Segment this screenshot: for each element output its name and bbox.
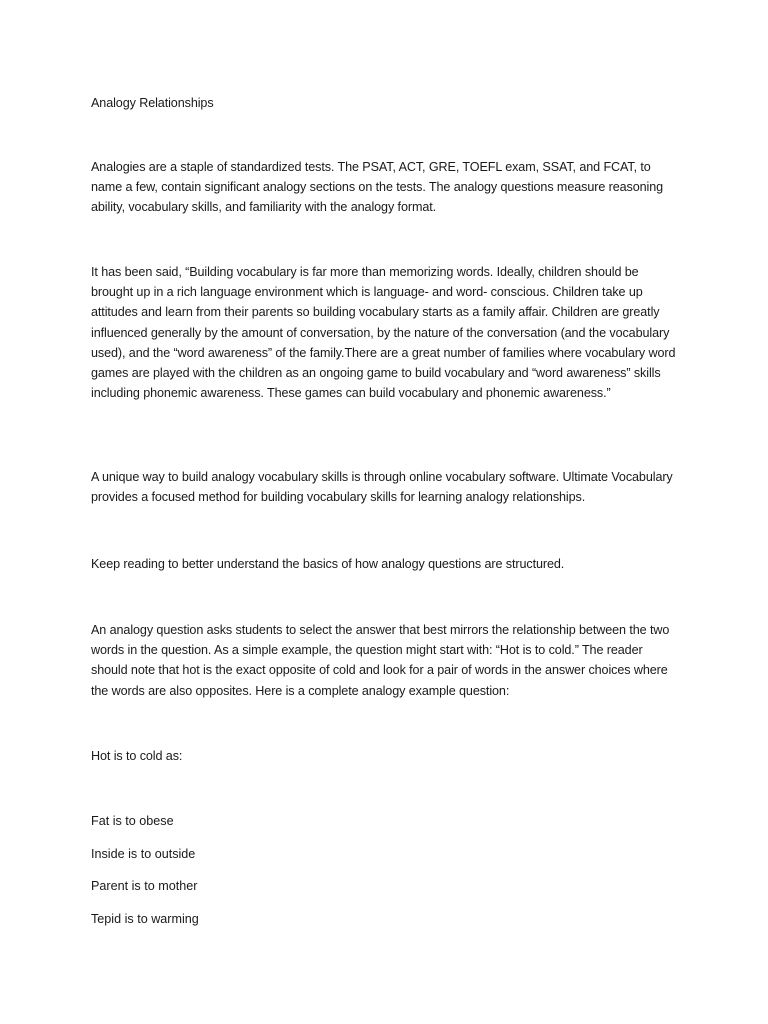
document-title: Analogy Relationships bbox=[91, 96, 214, 110]
answer-option: Fat is to obese bbox=[91, 814, 174, 828]
answer-option: Tepid is to warming bbox=[91, 911, 199, 926]
paragraph-keep-reading: Keep reading to better understand the basics of how analogy questions are structured. bbox=[91, 557, 565, 571]
paragraph-quote: It has been said, “Building vocabulary is far more than memorizing words. Ideally, children should be brought up in a rich language environment which is language- and word- conscious. Children take up attitudes and learn from their parents so building vocabulary starts as a family affair. Children are greatly influenced generally by the amount of conversation, by the nature of the conversation (and the vocabulary used), and the “word awareness” of the family.There are a great number of families where vocabulary word games are played with the children as an ongoing game to build vocabulary and “word awareness” skills including phonemic awareness. These games can build vocabulary and phonemic awareness.” bbox=[91, 265, 676, 401]
paragraph-question-explanation: An analogy question asks students to select the answer that best mirrors the relationship between the two words in the question. As a simple example, the question might start with: “Hot is to cold.” The reader should note that hot is the exact opposite of cold and look for a pair of words in the answer choices where the words are also opposites. Here is a complete analogy example question: bbox=[91, 623, 670, 698]
paragraph-intro: Analogies are a staple of standardized tests. The PSAT, ACT, GRE, TOEFL exam, SSAT, and FCAT, to name a few, contain significant analogy sections on the tests. The analogy questions measure reasoning ability, vocabulary skills, and familiarity with the analogy format. bbox=[91, 160, 664, 215]
example-question: Hot is to cold as: bbox=[91, 749, 183, 763]
answer-option: Inside is to outside bbox=[91, 846, 196, 861]
paragraph-software: A unique way to build analogy vocabulary skills is through online vocabulary software. Ultimate Vocabulary provides a focused method for building vocabulary skills for learning analogy relationships. bbox=[91, 470, 673, 505]
answer-options-list bbox=[91, 811, 199, 941]
answer-option: Parent is to mother bbox=[91, 879, 198, 894]
